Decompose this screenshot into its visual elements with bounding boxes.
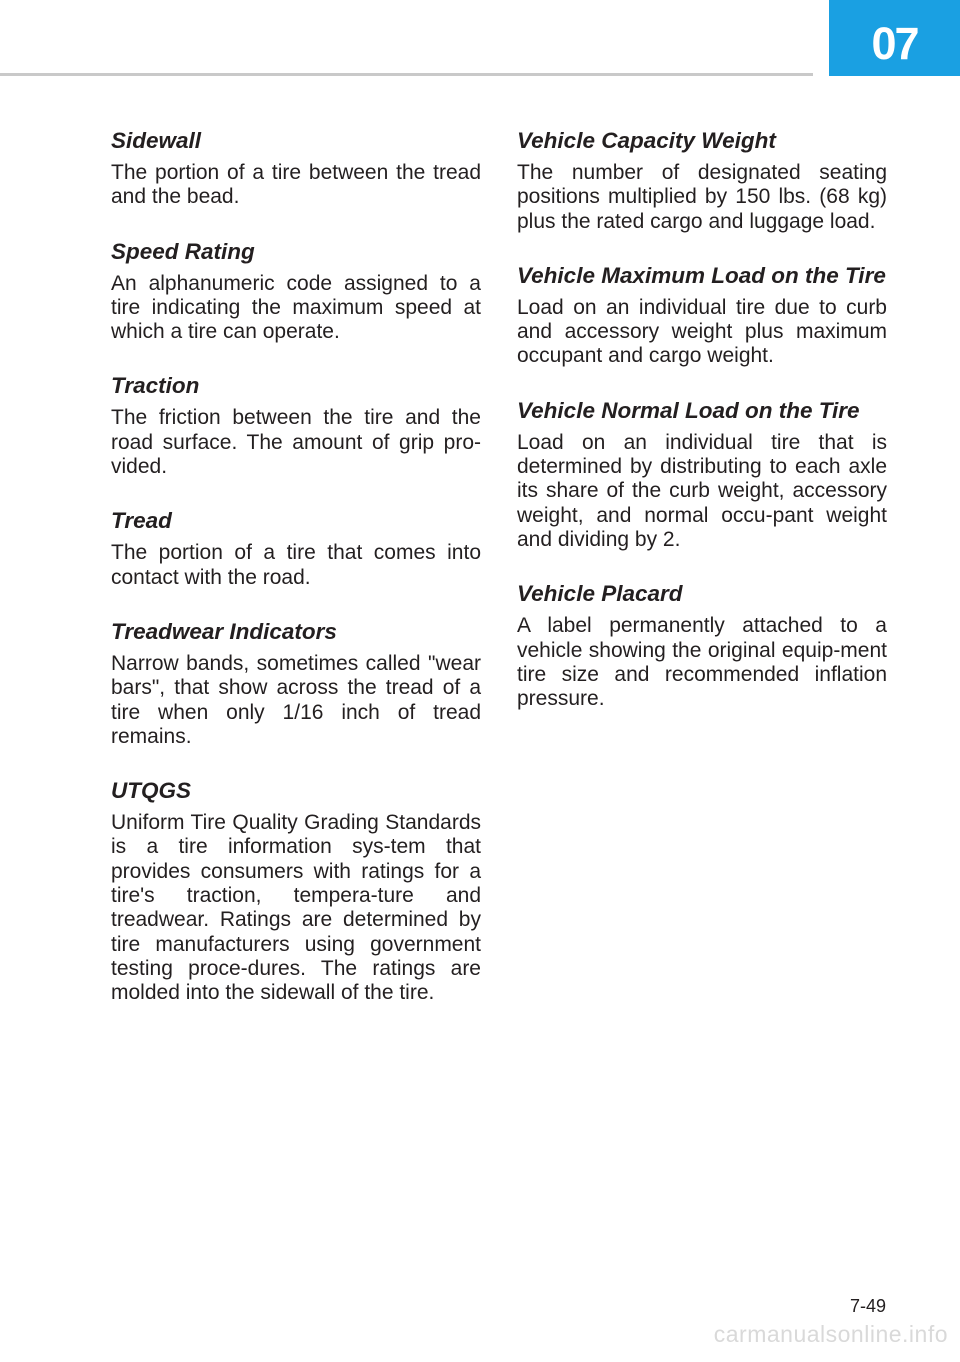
- term-heading: Vehicle Normal Load on the Tire: [517, 397, 860, 423]
- term-definition: The portion of a tire between the tread and the bead.: [111, 161, 481, 209]
- glossary-entry-vehicle-maximum-load: [517, 263, 887, 369]
- term-heading: Tread: [111, 508, 172, 534]
- term-definition: Load on an individual tire due to curb and accessory weight plus maximum occupant and cargo weight.: [517, 295, 887, 368]
- watermark-text: carmanualsonline.info: [713, 1321, 948, 1347]
- term-heading: UTQGS: [111, 778, 192, 804]
- glossary-entry-traction: [111, 373, 481, 479]
- term-definition: An alphanumeric code assigned to a tire indicating the maximum speed at which a tire can operate.: [111, 271, 481, 344]
- term-heading: Sidewall: [111, 128, 202, 153]
- term-definition: Uniform Tire Quality Grading Standards is a tire information sys-tem that provides consumers with ratings for a tire's traction, tempera-ture and treadwear. Ratings are determined by tire manufacturers using government testing proce-dures. The ratings are molded into the sidewall of the tire.: [111, 811, 481, 1005]
- header-rule: [0, 73, 813, 76]
- page-number: 7-49: [849, 1296, 886, 1316]
- chapter-number: 07: [871, 18, 918, 69]
- term-definition: The friction between the tire and the road surface. The amount of grip pro-vided.: [111, 406, 481, 479]
- glossary-entry-vehicle-placard: [517, 581, 887, 711]
- glossary-entry-speed-rating: [111, 239, 481, 345]
- term-definition: The number of designated seating positions multiplied by 150 lbs. (68 kg) plus the rated cargo and luggage load.: [517, 161, 887, 233]
- term-definition: Load on an individual tire that is determined by distributing to each axle its share of the curb weight, accessory weight, and normal occu-pant weight and dividing by 2.: [517, 430, 887, 551]
- glossary-entry-vehicle-capacity-weight: [517, 128, 887, 234]
- term-definition: The portion of a tire that comes into contact with the road.: [111, 541, 481, 589]
- term-heading: Treadwear Indicators: [111, 618, 337, 644]
- glossary-entry-treadwear-indicators: [111, 619, 481, 749]
- glossary-entry-utqgs: [111, 778, 481, 1005]
- term-heading: Vehicle Placard: [517, 581, 683, 607]
- term-heading: Traction: [111, 373, 200, 399]
- right-column: [517, 128, 887, 740]
- glossary-entry-tread: [111, 508, 481, 590]
- term-heading: Speed Rating: [111, 238, 255, 264]
- term-definition: A label permanently attached to a vehicle showing the original equip-ment tire size and recommended inflation pressure.: [517, 614, 887, 711]
- glossary-entry-sidewall: [111, 128, 481, 210]
- glossary-entry-vehicle-normal-load: [517, 398, 887, 552]
- term-heading: Vehicle Maximum Load on the Tire: [517, 262, 886, 288]
- left-column: [111, 128, 481, 1035]
- term-definition: Narrow bands, sometimes called "wear bars", that show across the tread of a tire when only 1/16 inch of tread remains.: [111, 651, 481, 748]
- term-heading: Vehicle Capacity Weight: [517, 128, 776, 153]
- chapter-tab: [829, 0, 960, 76]
